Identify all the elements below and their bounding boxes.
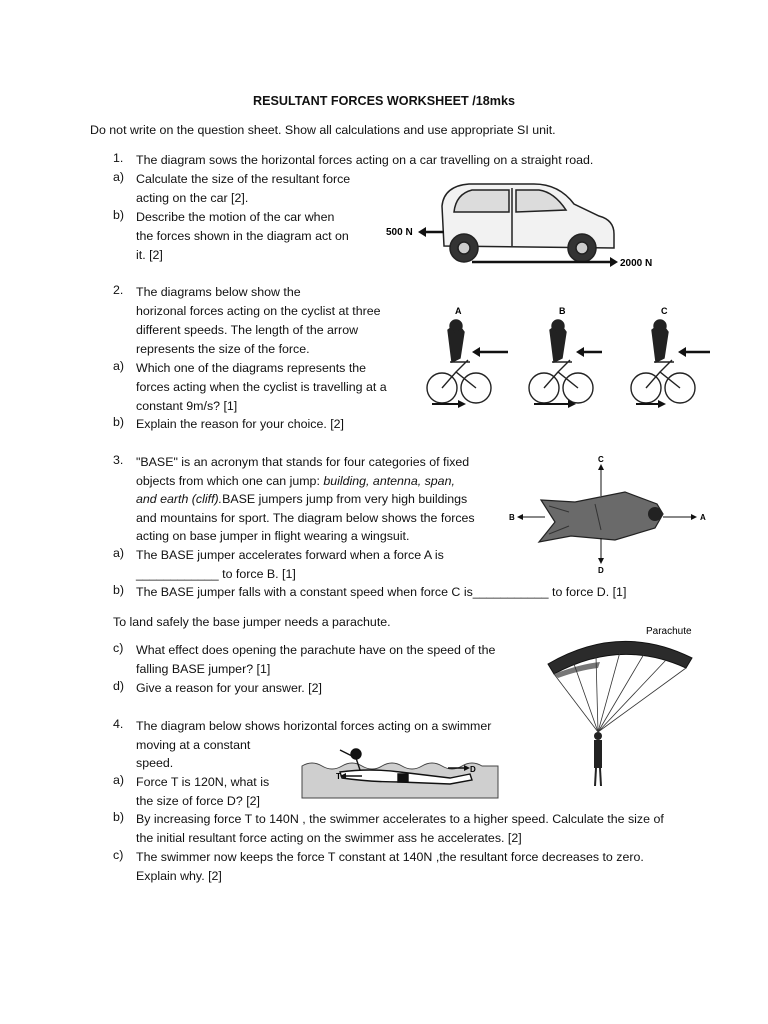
q3-stem-line-5: acting on base jumper in flight wearing a wingsuit. [136,529,410,543]
swimmer-t-label: T [336,772,341,781]
q1-number: 1. [113,151,124,165]
car-illustration [442,184,614,262]
car-left-force-label: 500 N [386,227,413,238]
cyclist-a [427,320,491,403]
q4-stem-line-1: The diagram below shows horizontal forces acting on a swimmer [136,719,492,733]
q4a-label: a) [113,773,125,787]
q3b-line: The BASE jumper falls with a constant speed when force C is___________ to force D. [1] [136,585,627,599]
instructions: Do not write on the question sheet. Show all calculations and use appropriate SI unit. [90,123,556,137]
cyclist-a-arrows [432,347,508,408]
q3-stem-line-3-text: BASE jumpers jump from very high buildings [222,492,468,506]
swimmer-d-label: D [470,765,476,774]
q2b-line-1: Explain the reason for your choice. [2] [136,417,345,431]
q3c-line-1: What effect does opening the parachute have on the speed of the [136,643,496,657]
q4-stem-line-3: speed. [136,756,174,770]
q3-stem-line-2-text: objects from which one can jump: [136,474,324,488]
q3a-line-2: ____________ to force B. [1] [136,567,296,581]
q4b-label: b) [113,810,125,824]
q3-stem-line-2-italic: building, antenna, span, [323,474,455,488]
cyclist-c-label: C [661,306,668,316]
wingsuit-jumper [539,492,663,542]
wingsuit-down-arrow [598,538,604,564]
wingsuit-a-label: A [700,513,706,522]
parachute-canopy [548,641,692,678]
q2-stem-line-1: The diagrams below show the [136,285,301,299]
q3d-label: d) [113,679,125,693]
parachute-figure [540,620,710,790]
q3d-line: Give a reason for your answer. [2] [136,681,322,695]
q3-stem-line-1: "BASE" is an acronym that stands for four categories of fixed [136,455,470,469]
cyclist-a-label: A [455,306,462,316]
q3-stem-line-3-italic: and earth (cliff). [136,492,223,506]
wingsuit-c-label: C [598,455,604,464]
q1a-line-2: acting on the car [2]. [136,191,249,205]
q2a-line-2: forces acting when the cyclist is travelling at a [136,380,387,394]
q2-stem-line-4: represents the size of the force. [136,342,310,356]
parachute-label: Parachute [646,626,692,637]
q4c-line-2: Explain why. [2] [136,869,222,883]
car-right-force-label: 2000 N [620,258,653,269]
cyclist-b [529,320,593,403]
swimmer-figure [300,742,500,800]
q2a-label: a) [113,359,125,373]
q4c-line-1: The swimmer now keeps the force T constant at 140N ,the resultant force decreases to zero. [136,850,644,864]
car-figure [384,176,668,272]
wingsuit-d-label: D [598,566,604,575]
wingsuit-up-arrow [598,464,604,496]
q2-number: 2. [113,283,124,297]
wingsuit-left-arrow [517,514,545,520]
q3-stem-line-4: and mountains for sport. The diagram below shows the forces [136,511,475,525]
q3a-label: a) [113,546,125,560]
q4-number: 4. [113,717,124,731]
q4a-line-2: the size of force D? [2] [136,794,260,808]
q1a-label: a) [113,170,125,184]
cyclist-c [631,320,695,403]
car-right-force-arrow [472,257,618,267]
q4c-label: c) [113,848,124,862]
q4b-line-2: the initial resultant force acting on the swimmer ass he accelerates. [2] [136,831,522,845]
q3a-line-1: The BASE jumper accelerates forward when a force A is [136,548,444,562]
q1b-line-3: it. [2] [136,248,163,262]
q1-stem: The diagram sows the horizontal forces acting on a car travelling on a straight road. [136,153,594,167]
q1b-label: b) [113,208,125,222]
q2b-label: b) [113,415,125,429]
cyclists-figure [420,300,720,415]
worksheet-title: RESULTANT FORCES WORKSHEET /18mks [253,94,515,108]
q3-stem-line-2 [136,472,455,491]
parachutist [594,732,602,786]
cyclist-c-arrows [636,347,710,408]
wingsuit-right-arrow [663,514,697,520]
q4a-line-1: Force T is 120N, what is [136,775,270,789]
q1b-line-1: Describe the motion of the car when [136,210,335,224]
q3c-line-2: falling BASE jumper? [1] [136,662,271,676]
q1b-line-2: the forces shown in the diagram act on [136,229,349,243]
car-left-force-arrow [418,227,444,237]
q2a-line-3: constant 9m/s? [1] [136,399,238,413]
q3c-label: c) [113,641,124,655]
q3b-label: b) [113,583,125,597]
q2-stem-line-2: horizonal forces acting on the cyclist at three [136,304,381,318]
q2-stem-line-3: different speeds. The length of the arrow [136,323,359,337]
wingsuit-b-label: B [509,513,515,522]
q2a-line-1: Which one of the diagrams represents the [136,361,367,375]
q3-number: 3. [113,453,124,467]
q4-stem-line-2: moving at a constant [136,738,251,752]
cyclist-b-label: B [559,306,566,316]
q4b-line-1: By increasing force T to 140N , the swimmer accelerates to a higher speed. Calculate the size of [136,812,664,826]
q3-stem-line-3 [136,490,467,509]
q1a-line-1: Calculate the size of the resultant force [136,172,351,186]
q3-land-line: To land safely the base jumper needs a parachute. [113,615,391,629]
wingsuit-figure [505,452,720,577]
